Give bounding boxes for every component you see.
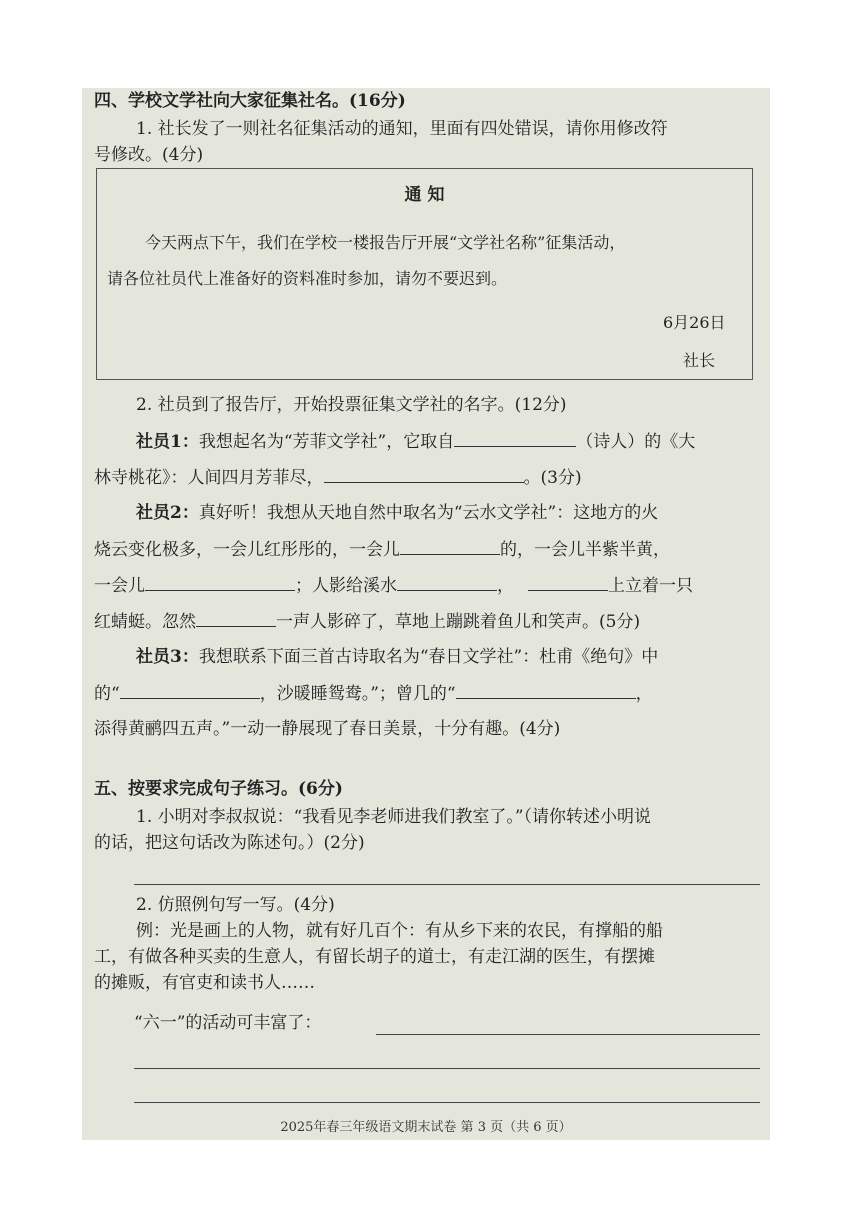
answer-line-5-2-c[interactable] <box>134 1102 760 1103</box>
answer-blank-sound[interactable] <box>196 608 276 627</box>
member-2-line-3: 一会儿 ；人影给溪水 ， 上立着一只 <box>94 572 782 599</box>
answer-blank-stream[interactable] <box>397 572 497 591</box>
member-2-line-4: 红蜻蜓。忽然 一声人影碎了，草地上蹦跳着鱼儿和笑声。(5分) <box>94 608 782 635</box>
answer-blank-poet[interactable] <box>454 428 576 447</box>
question-5-1-text-cont: 的话，把这句话改为陈述句。）(2分) <box>94 833 365 853</box>
member-2-line-2: 烧云变化极多，一会儿红彤彤的，一会儿 的，一会儿半紫半黄， <box>94 536 782 563</box>
notice-body-line-2: 请各位社员代上准备好的资料准时参加，请勿不要迟到。 <box>107 269 508 288</box>
answer-blank-color[interactable] <box>400 536 500 555</box>
member-2-label: 社员2： <box>136 503 199 523</box>
answer-line-5-1[interactable] <box>134 884 760 885</box>
question-5-1-text: 1. 小明对李叔叔说：“我看见李老师进我们教室了。”（请你转述小明说 <box>136 807 652 827</box>
page-footer: 2025年春三年级语文期末试卷 第 3 页（共 6 页） <box>280 1120 572 1135</box>
member-1-line-1: 社员1：我想起名为“芳菲文学社”，它取自 （诗人）的《大 <box>136 428 824 455</box>
member-3-label: 社员3： <box>136 647 199 667</box>
section-5-title: 五、按要求完成句子练习。(6分) <box>94 779 343 799</box>
example-line-2: 工，有做各种买卖的生意人，有留长胡子的道士，有走江湖的医生，有摆摊 <box>94 947 655 967</box>
member-3-line-1: 社员3：我想联系下面三首古诗取名为“春日文学社”：杜甫《绝句》中 <box>136 647 659 667</box>
answer-blank-dufu-line[interactable] <box>120 680 260 699</box>
notice-heading: 通 知 <box>404 185 445 205</box>
member-2-line-1: 社员2：真好听！我想从天地自然中取名为“云水文学社”：这地方的火 <box>136 503 659 523</box>
answer-blank-color-2[interactable] <box>145 572 295 591</box>
member-1-line-2: 林寺桃花》：人间四月芳菲尽， 。(3分) <box>94 464 782 491</box>
question-4-2-text: 2. 社员到了报告厅，开始投票征集文学社的名字。(12分) <box>136 395 567 415</box>
member-3-line-2: 的“ ，沙暖睡鸳鸯。”；曾几的“ ， <box>94 680 782 707</box>
answer-line-5-2-a[interactable] <box>376 1034 760 1035</box>
exam-page <box>82 88 770 1140</box>
notice-body-line-1: 今天两点下午，我们在学校一楼报告厅开展“文学社名称”征集活动， <box>145 233 626 252</box>
question-4-1-text: 1. 社长发了一则社名征集活动的通知，里面有四处错误，请你用修改符 <box>136 119 668 139</box>
example-line-1: 例：光是画上的人物，就有好几百个：有从乡下来的农民，有撑船的船 <box>136 921 663 941</box>
member-3-line-3: 添得黄鹂四五声。”一动一静展现了春日美景，十分有趣。(4分) <box>94 719 561 739</box>
answer-blank-poem-line[interactable] <box>324 464 524 483</box>
imitation-prompt: “六一”的活动可丰富了： <box>134 1013 322 1033</box>
answer-blank-where[interactable] <box>528 572 608 591</box>
answer-blank-zengji-line[interactable] <box>456 680 636 699</box>
notice-box <box>96 168 753 380</box>
notice-date: 6月26日 <box>663 313 726 332</box>
section-4-title: 四、学校文学社向大家征集社名。(16分) <box>94 91 406 111</box>
question-5-2-text: 2. 仿照例句写一写。(4分) <box>136 895 335 915</box>
member-1-label: 社员1： <box>136 432 199 452</box>
answer-line-5-2-b[interactable] <box>134 1068 760 1069</box>
example-line-3: 的摊贩，有官吏和读书人…… <box>94 973 315 993</box>
notice-signer: 社长 <box>683 351 716 370</box>
question-4-1-text-cont: 号修改。(4分) <box>94 145 204 165</box>
